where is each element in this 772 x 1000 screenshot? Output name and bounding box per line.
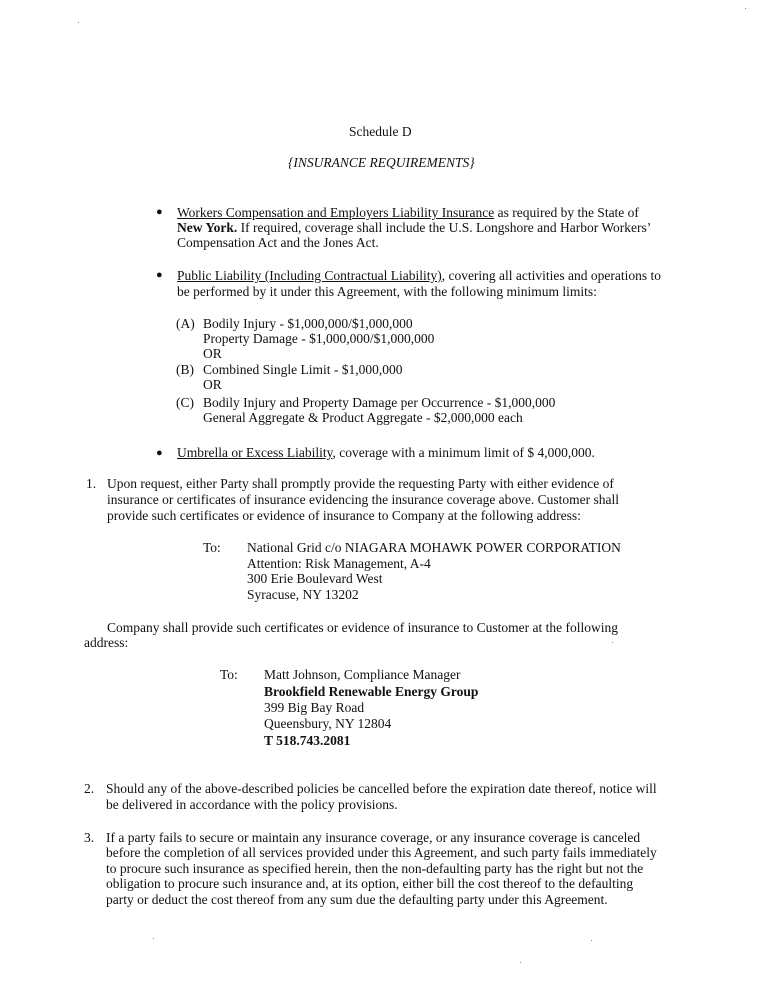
item-1-line2: insurance or certificates of insurance evidencing the insurance coverage above. Customer shall <box>107 492 620 507</box>
address-2-line3: 399 Big Bay Road <box>264 700 365 715</box>
limit-or-2: OR <box>203 377 222 392</box>
state-name: New York. <box>177 220 238 235</box>
item-3-line3: to procure such insurance as specified herein, then the non-defaulting party has the right but not the <box>106 861 644 876</box>
item-2-line1: Should any of the above-described policies be cancelled before the expiration date thereof, notice will <box>106 781 657 796</box>
bullet-dot: ● <box>156 447 163 459</box>
address-2-line2: Brookfield Renewable Energy Group <box>264 684 479 699</box>
workers-comp-text: If required, coverage shall include the U.S. Longshore and Harbor Workers’ <box>237 220 652 235</box>
workers-comp-heading: Workers Compensation and Employers Liability Insurance <box>177 205 495 220</box>
item-3-line5: party or deduct the cost thereof from any sum due the defaulting party under this Agreement. <box>106 892 608 907</box>
limit-a-label: (A) <box>176 316 195 331</box>
scan-speck <box>520 962 521 963</box>
scan-speck <box>612 642 613 643</box>
item-1-number: 1. <box>86 476 97 491</box>
address-2-to-label: To: <box>220 667 238 682</box>
address-1-line4: Syracuse, NY 13202 <box>247 587 359 602</box>
item-1-line1: Upon request, either Party shall promptly provide the requesting Party with either evidence of <box>107 476 614 491</box>
address-2-line1: Matt Johnson, Compliance Manager <box>264 667 461 682</box>
item-3-line4: obligation to procure such insurance and, at its option, either bill the cost thereof to the defaulting <box>106 876 634 891</box>
address-1-to-label: To: <box>203 540 221 555</box>
item-3-number: 3. <box>84 830 95 845</box>
public-liability-line1 <box>177 268 661 284</box>
bullet-dot: ● <box>156 269 163 281</box>
scan-speck <box>745 8 746 9</box>
limit-b-label: (B) <box>176 362 194 377</box>
umbrella-line <box>177 445 595 461</box>
page-title: Schedule D <box>349 124 412 139</box>
item-3-line1: If a party fails to secure or maintain any insurance coverage, or any insurance coverage is canceled <box>106 830 641 845</box>
limit-b-line1: Combined Single Limit - $1,000,000 <box>203 362 403 377</box>
workers-comp-line2 <box>177 220 651 236</box>
scan-speck <box>153 938 154 939</box>
umbrella-text: , coverage with a minimum limit of $ 4,000,000. <box>332 445 595 460</box>
limit-c-line2: General Aggregate & Product Aggregate - $2,000,000 each <box>203 410 523 425</box>
item-3-line2: before the completion of all services provided under this Agreement, and such party fails immediately <box>106 845 657 860</box>
scan-speck <box>78 22 79 23</box>
page-subtitle: {INSURANCE REQUIREMENTS} <box>288 155 475 170</box>
workers-comp-line3: Compensation Act and the Jones Act. <box>177 235 379 250</box>
public-liability-text: , covering all activities and operations to <box>441 268 662 283</box>
item-2-line2: be delivered in accordance with the policy provisions. <box>106 797 398 812</box>
umbrella-heading: Umbrella or Excess Liability <box>177 445 333 460</box>
workers-comp-text: as required by the State of <box>494 205 639 220</box>
item-2-number: 2. <box>84 781 95 796</box>
address-2-line5: T 518.743.2081 <box>264 733 351 748</box>
limit-a-line1: Bodily Injury - $1,000,000/$1,000,000 <box>203 316 413 331</box>
limit-c-label: (C) <box>176 395 194 410</box>
limit-or-1: OR <box>203 346 222 361</box>
limit-c-line1: Bodily Injury and Property Damage per Occurrence - $1,000,000 <box>203 395 556 410</box>
company-para-line1: Company shall provide such certificates or evidence of insurance to Customer at the following <box>107 620 618 635</box>
limit-a-line2: Property Damage - $1,000,000/$1,000,000 <box>203 331 435 346</box>
scan-speck <box>591 940 592 941</box>
workers-comp-line1 <box>177 205 639 221</box>
address-1-line2: Attention: Risk Management, A-4 <box>247 556 431 571</box>
public-liability-heading: Public Liability (Including Contractual Liability) <box>177 268 442 283</box>
address-2-line4: Queensbury, NY 12804 <box>264 716 392 731</box>
bullet-dot: ● <box>156 206 163 218</box>
public-liability-line2: be performed by it under this Agreement, with the following minimum limits: <box>177 284 597 299</box>
company-para-line2: address: <box>84 635 129 650</box>
address-1-line3: 300 Erie Boulevard West <box>247 571 383 586</box>
address-1-line1: National Grid c/o NIAGARA MOHAWK POWER CORPORATION <box>247 540 621 555</box>
item-1-line3: provide such certificates or evidence of insurance to Company at the following address: <box>107 508 581 523</box>
